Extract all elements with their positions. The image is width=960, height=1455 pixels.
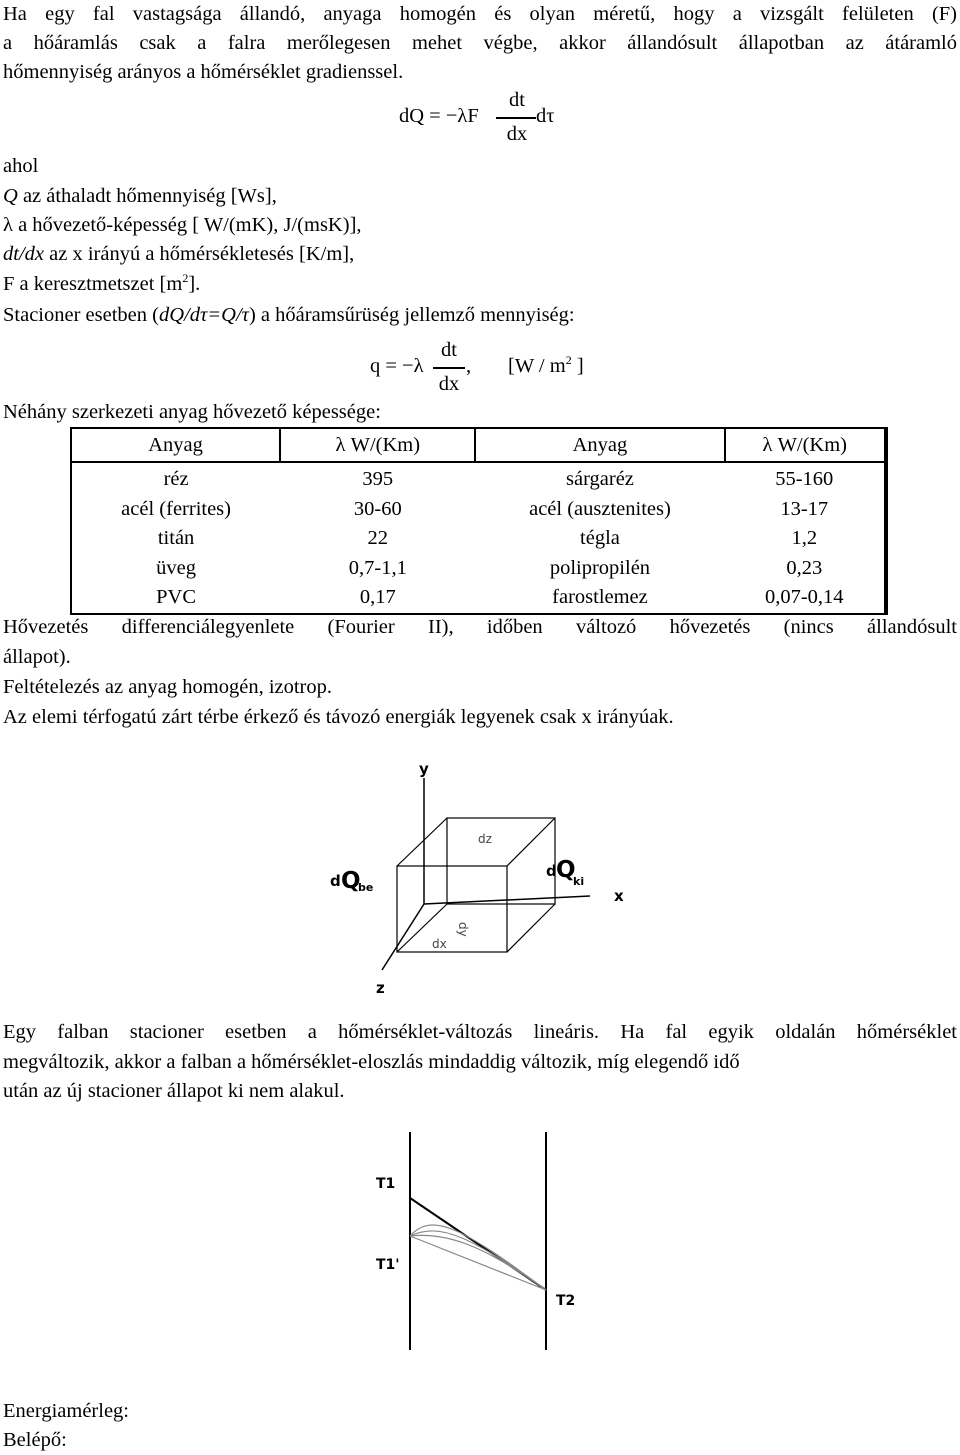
heat-in-label [330, 868, 373, 894]
heat-out-sub: ki [573, 875, 585, 888]
cube-edge [507, 818, 555, 866]
table-cell: polipropilén [549, 556, 651, 579]
table-cell: 13-17 [725, 495, 886, 525]
table-row [71, 583, 886, 614]
eq2-unit-end: ] [571, 355, 584, 377]
stationary-statement [3, 301, 575, 330]
fourier-line-2: állapot). [3, 646, 71, 668]
table-cell: 0,7-1,1 [348, 556, 407, 579]
definition-area-sup: 2 [182, 271, 189, 285]
cube-edge [397, 818, 447, 866]
transient-profile-1 [410, 1225, 546, 1290]
heat-out-d: d [546, 862, 557, 880]
cube-edge [507, 904, 555, 952]
table-cell: üveg [71, 554, 280, 584]
intro-line-2: a hőáramlás csak a falra merőlegesen mehet végbe, akkor állandósult állapotban az átáramló [3, 32, 957, 54]
fourier-line-1: Hővezetés differenciálegyenlete (Fourier II), időben változó hővezetés (nincs állandósult [3, 616, 957, 638]
eq2-numerator: dt [441, 339, 457, 361]
eq2-fraction-bar [433, 367, 465, 369]
eq1-fraction-bar [496, 117, 536, 119]
definition-lambda: λ a hővezető-képesség [ W/(mK), J/(msK)], [3, 214, 362, 236]
heat-out-label [546, 857, 584, 888]
intro-line-1: Ha egy fal vastagsága állandó, anyaga homogén és olyan méretű, hogy a vizsgált felületen (F) [3, 3, 957, 25]
energy-balance-heading: Energiamérleg: [3, 1400, 129, 1422]
table-cell: acél (ferrites) [71, 495, 280, 525]
table-cell: 30-60 [353, 497, 402, 520]
linear-profile-line-3: után az új stacioner állapot ki nem alakul. [3, 1080, 345, 1102]
table-cell: 0,23 [725, 554, 886, 584]
symbol-q: Q [3, 185, 18, 207]
assumption-line: Feltételezés az anyag homogén, izotrop. [3, 676, 333, 698]
table-header-row [71, 428, 886, 462]
cube-front-face [397, 866, 507, 952]
definition-gradient [3, 240, 354, 269]
table-header-cell: Anyag [475, 428, 724, 462]
linear-profile-line-2: megváltozik, akkor a falban a hőmérséklet-eloszlás mindaddig változik, míg elegendő idő [3, 1051, 740, 1073]
dz-label: dz [478, 832, 492, 846]
table-cell: 0,07-0,14 [725, 583, 886, 614]
stationary-text-a: Stacioner esetben ( [3, 304, 159, 326]
dy-label: dy [456, 922, 470, 937]
t1-label: T1 [376, 1176, 396, 1192]
conductivity-table [70, 427, 888, 615]
definition-area-end: ]. [188, 273, 201, 295]
table-cell: sárgaréz [566, 468, 634, 491]
table-cell: PVC [71, 583, 280, 614]
eq2-unit-sup: 2 [565, 353, 572, 367]
dx-label: dx [432, 937, 447, 951]
table-cell: titán [71, 524, 280, 554]
eq2-denominator: dx [438, 373, 460, 395]
stationary-formula: dQ/dτ=Q/τ [158, 304, 249, 326]
table-header-cell: λ W/(Km) [725, 428, 886, 462]
eq2-comma: , [466, 355, 472, 377]
eq1-denominator: dx [506, 123, 528, 145]
symbol-dtdx: dt/dx [3, 243, 44, 265]
definition-area-text: F a keresztmetszet [m [3, 273, 183, 295]
transient-profile-2 [410, 1231, 546, 1290]
definition-gradient-text: az x irányú a hőmérsékletesés [K/m], [44, 243, 355, 265]
z-axis-label: z [376, 979, 385, 997]
definition-intro: ahol [3, 155, 39, 177]
eq1-numerator: dt [509, 89, 525, 111]
intro-line-3: hőmennyiség arányos a hőmérséklet gradienssel. [3, 61, 404, 83]
y-axis-label: y [419, 760, 429, 778]
table-row [71, 495, 886, 525]
table-cell: 55-160 [725, 462, 886, 495]
heat-in-q: Q [341, 868, 361, 894]
control-volume-diagram [300, 750, 660, 1000]
table-cell: farostlemez [475, 583, 724, 614]
stationary-text-b: ) a hőáramsűrüség jellemző mennyiség: [248, 304, 575, 326]
table-header-cell: λ W/(Km) [280, 428, 475, 462]
eq2-unit-text: [W / m [508, 355, 566, 377]
eq2-lhs: q = −λ [370, 355, 424, 377]
heat-out-q: Q [556, 857, 576, 883]
t1-prime-label: T1' [376, 1257, 400, 1273]
inflow-heading: Belépő: [3, 1429, 67, 1451]
heat-in-d: d [330, 872, 341, 890]
definition-q [3, 182, 277, 211]
eq2-unit [508, 352, 584, 381]
eq1-rhs: dτ [536, 105, 555, 127]
table-cell: 22 [367, 527, 389, 550]
definition-area [3, 270, 200, 299]
cube-back-face [447, 818, 555, 904]
z-axis-line [382, 904, 424, 970]
table-cell: 1,2 [725, 524, 886, 554]
table-row [71, 524, 886, 554]
definition-q-text: az áthaladt hőmennyiség [Ws], [17, 185, 277, 207]
table-row [71, 554, 886, 584]
linear-profile-line-1: Egy falban stacioner esetben a hőmérséklet-változás lineáris. Ha fal egyik oldalán hőmérséklet [3, 1021, 957, 1043]
energy-direction-line: Az elemi térfogatú zárt térbe érkező és távozó energiák legyenek csak x irányúak. [3, 706, 674, 728]
table-row [71, 462, 886, 495]
table-cell: 0,17 [280, 583, 475, 614]
table-caption: Néhány szerkezeti anyag hővezető képessége: [3, 401, 381, 423]
table-cell: tégla [580, 527, 620, 550]
x-axis-label: x [614, 887, 624, 905]
t2-label: T2 [556, 1293, 576, 1309]
heat-in-sub: be [358, 881, 374, 894]
eq1-lhs: dQ = −λF [399, 105, 479, 127]
wall-temperature-diagram [360, 1128, 620, 1350]
table-header-cell: Anyag [71, 428, 280, 462]
table-cell: 395 [362, 468, 394, 491]
table-cell: acél (ausztenites) [529, 497, 671, 520]
table-cell: réz [71, 462, 280, 495]
